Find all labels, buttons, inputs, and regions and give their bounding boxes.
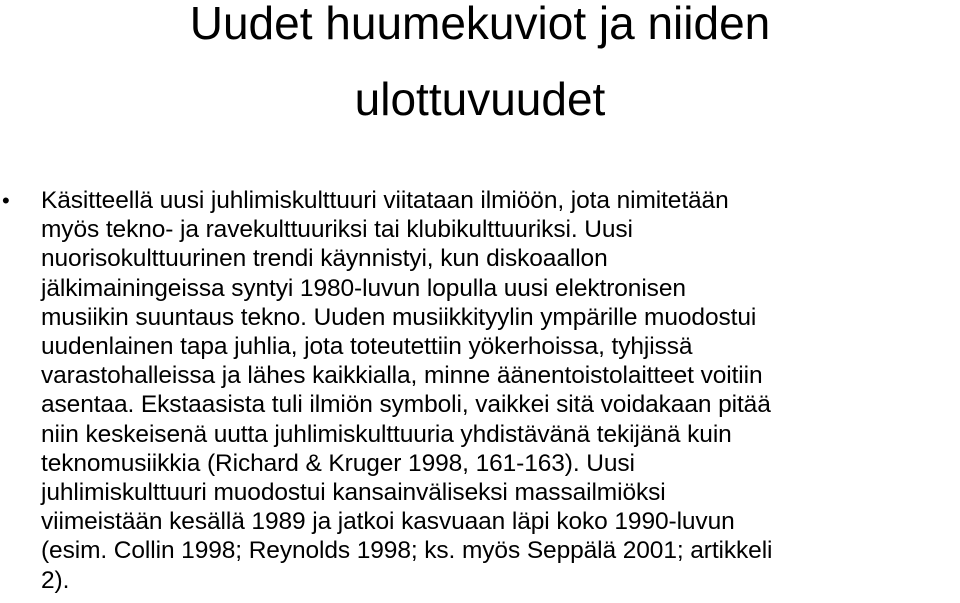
slide-title-line-1: Uudet huumekuviot ja niiden xyxy=(189,0,771,49)
paragraph-line: 2). xyxy=(41,566,70,594)
paragraph-line: varastohalleissa ja lähes kaikkialla, minne äänentoistolaitteet voitiin xyxy=(41,362,763,390)
paragraph-line: Käsitteellä uusi juhlimiskulttuuri viitataan ilmiöön, jota nimitetään xyxy=(41,187,729,214)
bullet-dot-icon: • xyxy=(2,188,10,213)
paragraph-line: myös tekno- ja ravekulttuuriksi tai klubikulttuuriksi. Uusi xyxy=(41,216,633,244)
paragraph-line: niin keskeisenä uutta juhlimiskulttuuria yhdistävänä tekijänä kuin xyxy=(41,420,732,448)
paragraph-line: juhlimiskulttuuri muodostui kansainväliseksi massailmiöksi xyxy=(41,479,666,506)
paragraph-line: (esim. Collin 1998; Reynolds 1998; ks. myös Seppälä 2001; artikkeli xyxy=(41,537,773,565)
paragraph-line: musiikin suuntaus tekno. Uuden musiikkityylin ympärille muodostui xyxy=(41,303,757,331)
paragraph-line: uudenlainen tapa juhlia, jota toteutettiin yökerhoissa, tyhjissä xyxy=(41,333,693,360)
paragraph-line: asentaa. Ekstaasista tuli ilmiön symboli, vaikkei sitä voidakaan pitää xyxy=(41,391,771,419)
slide-title-line-2: ulottuvuudet xyxy=(354,73,606,125)
paragraph-line: jälkimainingeissa syntyi 1980-luvun lopulla uusi elektronisen xyxy=(41,274,686,302)
paragraph-line: nuorisokulttuurinen trendi käynnistyi, kun diskoaallon xyxy=(41,245,608,273)
paragraph-line: viimeistään kesällä 1989 ja jatkoi kasvuaan läpi koko 1990-luvun xyxy=(41,508,735,536)
paragraph-line: teknomusiikkia (Richard & Kruger 1998, 161-163). Uusi xyxy=(41,449,635,477)
